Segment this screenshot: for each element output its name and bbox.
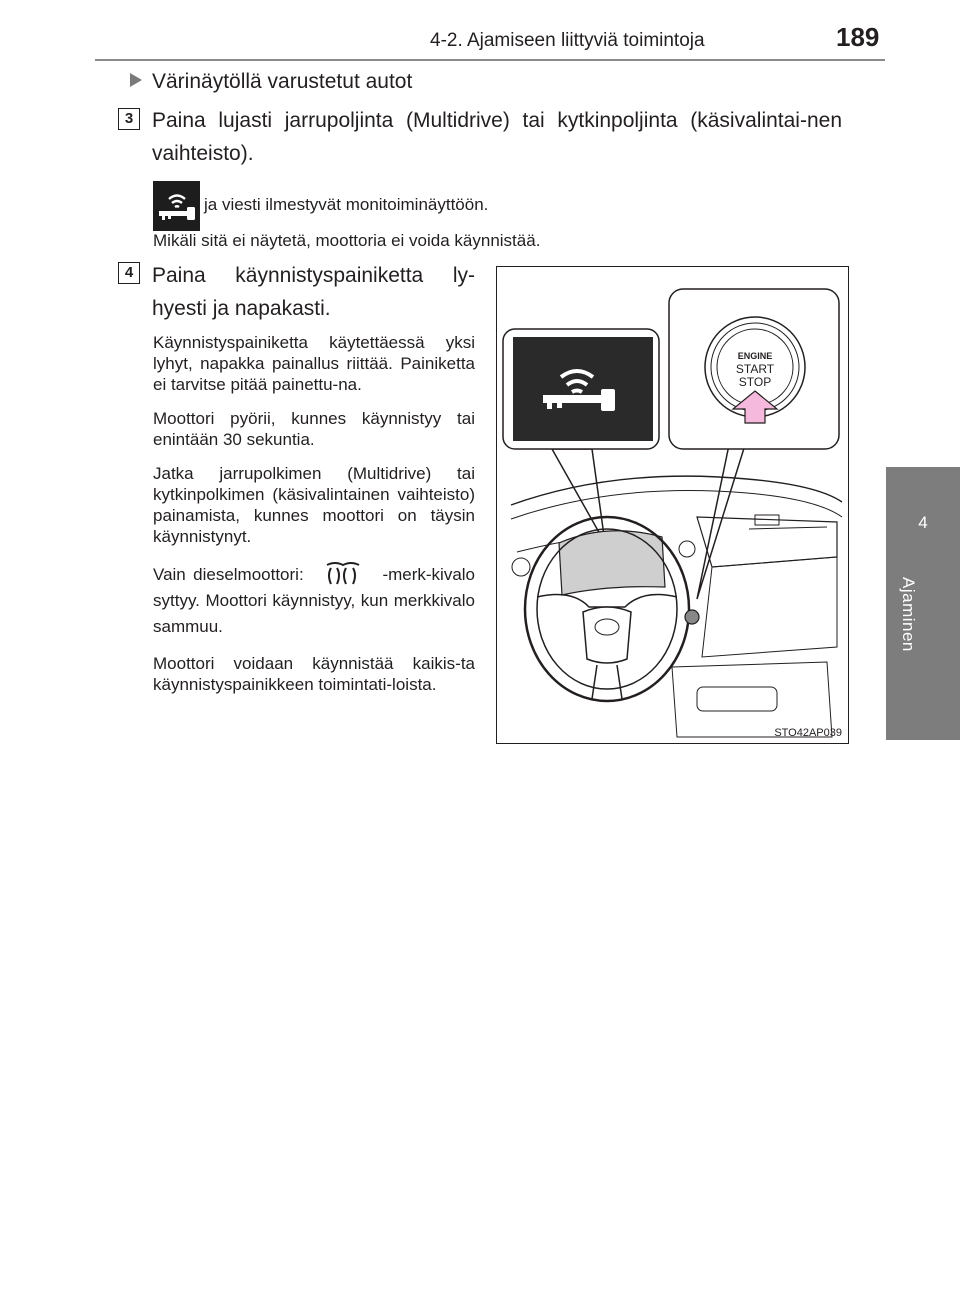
step-4-text: Paina käynnistyspainiketta ly-hyesti ja napakasti.: [152, 264, 475, 320]
diesel-suffix: -merk-kivalo syttyy. Moottori käynnistyy, kun merkkivalo sammuu.: [153, 565, 475, 636]
engine-button-label-3: STOP: [738, 375, 772, 389]
header-section-title: 4-2. Ajamiseen liittyviä toimintoja: [430, 30, 705, 51]
step-4-paragraph: Käynnistyspainiketta käytettäessä yksi lyhyt, napakka painallus riittää. Painiketta ei tarvitse pitää painettu-na.: [153, 333, 475, 394]
step-3-note-2: Mikäli sitä ei näytetä, moottoria ei voida käynnistää.: [153, 231, 541, 250]
step-4-details: [153, 332, 475, 708]
diesel-paragraph: [153, 560, 475, 640]
glow-plug-icon: [317, 560, 369, 586]
step-3-badge: 3: [118, 108, 140, 130]
dashboard-drawing: [497, 267, 848, 743]
chapter-side-tab: [886, 467, 960, 740]
triangle-bullet-icon: [130, 73, 142, 87]
final-paragraph: Moottori voidaan käynnistää kaikis-ta käynnistyspainikkeen toimintati-loista.: [153, 654, 475, 694]
section-heading-text: Värinäytöllä varustetut autot: [152, 70, 413, 93]
engine-button-label-1: ENGINE: [737, 351, 773, 361]
section-heading: [130, 70, 412, 94]
engine-button-label-2: START: [735, 362, 775, 376]
diesel-prefix: Vain dieselmoottori:: [153, 565, 304, 584]
step-3-note-text: ja viesti ilmestyvät monitoiminäyttöön.: [204, 195, 489, 214]
figure-code: STO42AP039: [774, 727, 842, 739]
page-number: 189: [836, 22, 880, 52]
header-rule: [95, 59, 885, 61]
step-3-text: Paina lujasti jarrupoljinta (Multidrive) tai kytkinpoljinta (käsivalintai-nen vaihteisto).: [152, 109, 842, 165]
step-4-paragraph: Moottori pyörii, kunnes käynnistyy tai enintään 30 sekuntia.: [153, 409, 475, 449]
chapter-name: Ajaminen: [899, 577, 918, 652]
step-4-paragraph: Jatka jarrupolkimen (Multidrive) tai kytkinpolkimen (käsivalintainen vaihteisto) painamista, kunnes moottori on täysin käynnistynyt.: [153, 464, 475, 546]
step-4-badge: 4: [118, 262, 140, 284]
step-3-note: [153, 180, 853, 231]
chapter-number: 4: [918, 513, 928, 532]
key-reminder-icon: [153, 181, 200, 231]
dashboard-illustration: [496, 266, 849, 744]
